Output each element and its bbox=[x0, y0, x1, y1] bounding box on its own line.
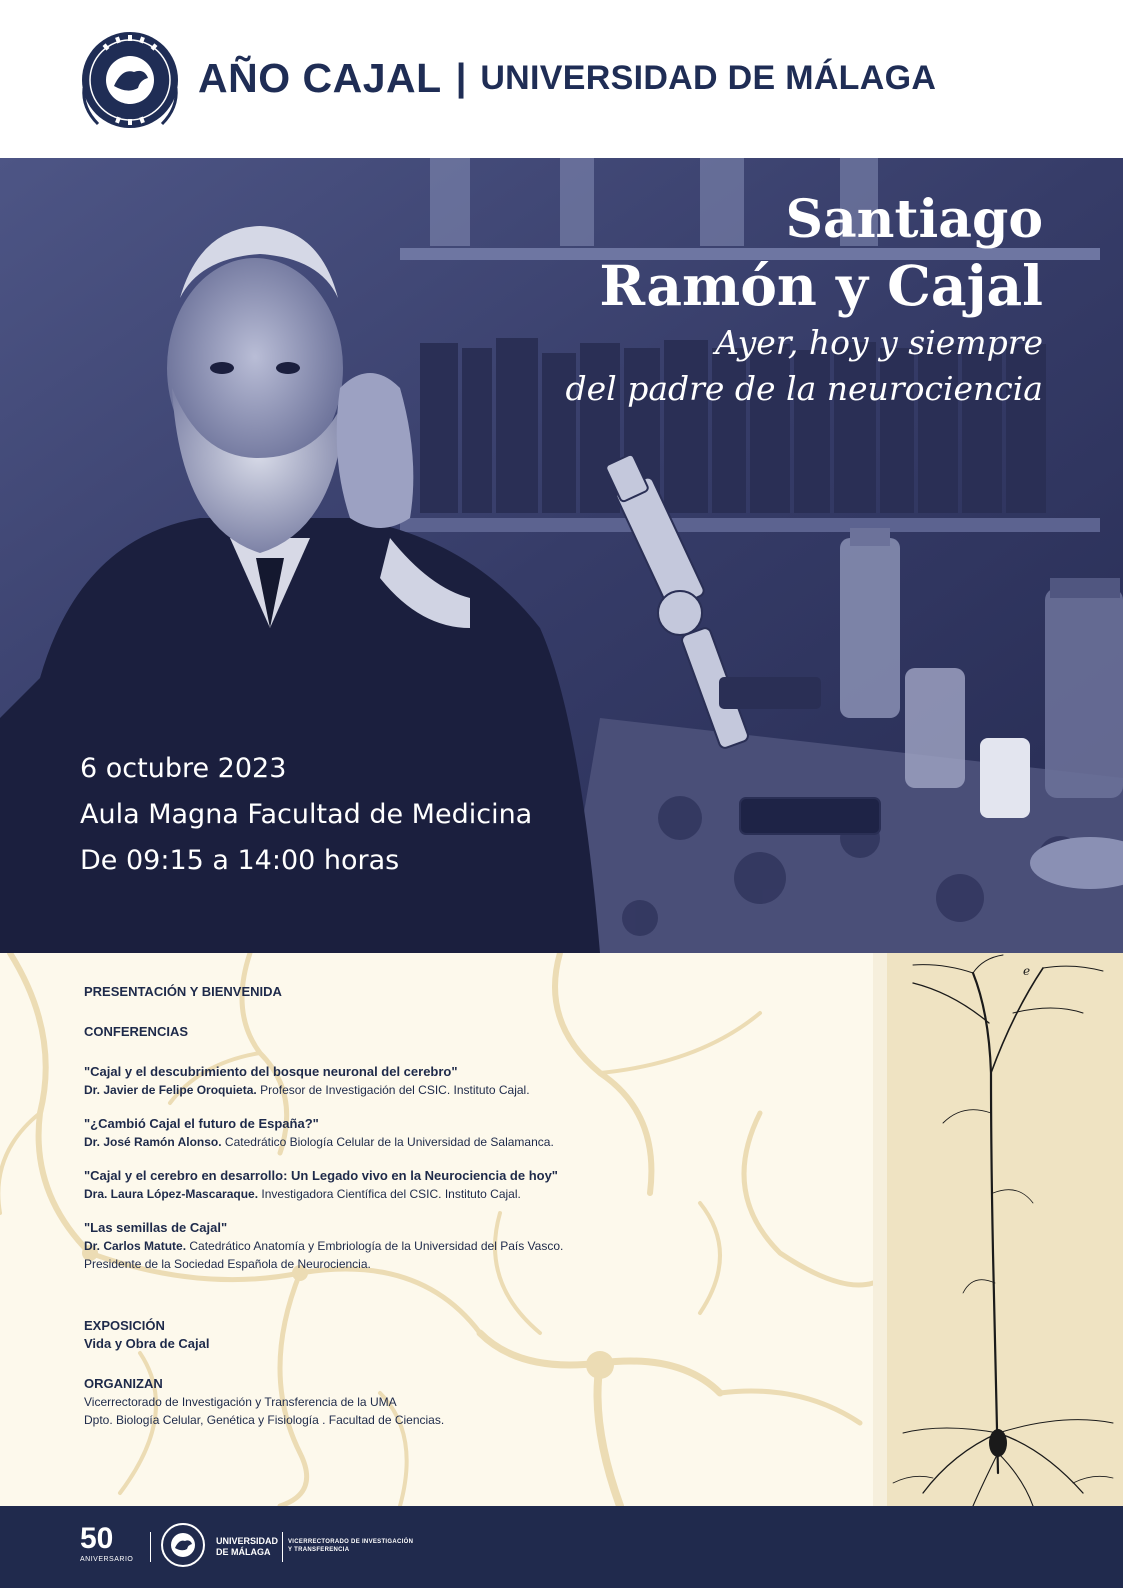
talk-speaker: Dr. Carlos Matute. bbox=[84, 1239, 187, 1253]
footer-uma-line2: DE MÁLAGA bbox=[216, 1547, 271, 1557]
hero-title-block bbox=[566, 188, 1044, 412]
organizers-heading: ORGANIZAN bbox=[84, 1376, 163, 1391]
talk-affiliation: Profesor de Investigación del CSIC. Instituto Cajal. bbox=[256, 1083, 530, 1097]
talk-item bbox=[84, 1115, 854, 1151]
talk-item bbox=[84, 1219, 854, 1273]
talk-speaker-line bbox=[84, 1133, 854, 1151]
footer-divider bbox=[150, 1532, 151, 1562]
footer-uma-line1: UNIVERSIDAD bbox=[216, 1536, 279, 1546]
event-info bbox=[80, 746, 532, 884]
talk-affiliation-extra: Presidente de la Sociedad Española de Neurociencia. bbox=[84, 1257, 371, 1271]
footer-vice-line2: Y TRANSFERENCIA bbox=[288, 1547, 350, 1553]
hero-title-surname: Ramón y Cajal bbox=[599, 253, 1043, 318]
program-section bbox=[0, 953, 873, 1506]
footer-vicerrectorado bbox=[288, 1538, 413, 1554]
footer-uma-name bbox=[216, 1536, 278, 1558]
talk-title: "Cajal y el descubrimiento del bosque neuronal del cerebro" bbox=[84, 1064, 458, 1079]
header-title-university: UNIVERSIDAD DE MÁLAGA bbox=[480, 58, 937, 97]
university-seal-logo bbox=[78, 28, 182, 132]
hero-title-first-name: Santiago bbox=[785, 189, 1043, 250]
talk-item bbox=[84, 1063, 854, 1099]
event-venue: Aula Magna Facultad de Medicina bbox=[80, 799, 533, 830]
talk-item bbox=[84, 1167, 854, 1203]
exhibition-title: Vida y Obra de Cajal bbox=[84, 1336, 210, 1351]
talk-affiliation: Investigadora Científica del CSIC. Instituto Cajal. bbox=[258, 1187, 521, 1201]
hero-subtitle-line2: del padre de la neurociencia bbox=[565, 369, 1043, 408]
anniversary-logo bbox=[80, 1524, 133, 1563]
header-title bbox=[198, 48, 936, 108]
talk-speaker: Dra. Laura López-Mascaraque. bbox=[84, 1187, 259, 1201]
footer bbox=[0, 1506, 1123, 1588]
neuron-drawing-panel bbox=[873, 953, 1123, 1506]
footer-university-seal-icon bbox=[160, 1522, 206, 1568]
talk-affiliation: Catedrático Anatomía y Embriología de la Universidad del País Vasco. bbox=[186, 1239, 564, 1253]
exhibition-heading: EXPOSICIÓN bbox=[84, 1318, 165, 1333]
hero-photo-section bbox=[0, 158, 1123, 953]
organizer-item: Vicerrectorado de Investigación y Transferencia de la UMA bbox=[84, 1395, 397, 1409]
hero-subtitle-line1: Ayer, hoy y siempre bbox=[715, 323, 1043, 362]
talk-speaker-line bbox=[84, 1081, 854, 1099]
header-separator: | bbox=[455, 56, 467, 99]
talk-title: "Cajal y el cerebro en desarrollo: Un Legado vivo en la Neurociencia de hoy" bbox=[84, 1168, 558, 1183]
organizer-item: Dpto. Biología Celular, Genética y Fisiología . Facultad de Ciencias. bbox=[84, 1413, 445, 1427]
event-date: 6 octubre 2023 bbox=[80, 753, 287, 784]
header-title-main: AÑO CAJAL bbox=[198, 54, 442, 101]
talk-title: "¿Cambió Cajal el futuro de España?" bbox=[84, 1116, 319, 1131]
anniversary-number: 50 bbox=[80, 1522, 114, 1555]
pyramidal-neuron-drawing bbox=[873, 953, 1123, 1506]
talk-speaker: Dr. José Ramón Alonso. bbox=[84, 1135, 222, 1149]
talk-speaker-line bbox=[84, 1185, 854, 1203]
svg-text:e: e bbox=[1023, 964, 1031, 978]
program-text bbox=[84, 983, 854, 1429]
presentation-heading: PRESENTACIÓN Y BIENVENIDA bbox=[84, 984, 282, 999]
talk-speaker-line bbox=[84, 1237, 854, 1255]
footer-vice-line1: VICERRECTORADO DE INVESTIGACIÓN bbox=[288, 1539, 414, 1545]
anniversary-label: ANIVERSARIO bbox=[80, 1556, 134, 1563]
event-time: De 09:15 a 14:00 horas bbox=[80, 845, 400, 876]
header bbox=[0, 0, 1123, 158]
conferences-heading: CONFERENCIAS bbox=[84, 1024, 189, 1039]
talk-affiliation: Catedrático Biología Celular de la Universidad de Salamanca. bbox=[221, 1135, 554, 1149]
talk-title: "Las semillas de Cajal" bbox=[84, 1220, 228, 1235]
footer-divider bbox=[282, 1532, 283, 1562]
talk-speaker: Dr. Javier de Felipe Oroquieta. bbox=[84, 1083, 257, 1097]
